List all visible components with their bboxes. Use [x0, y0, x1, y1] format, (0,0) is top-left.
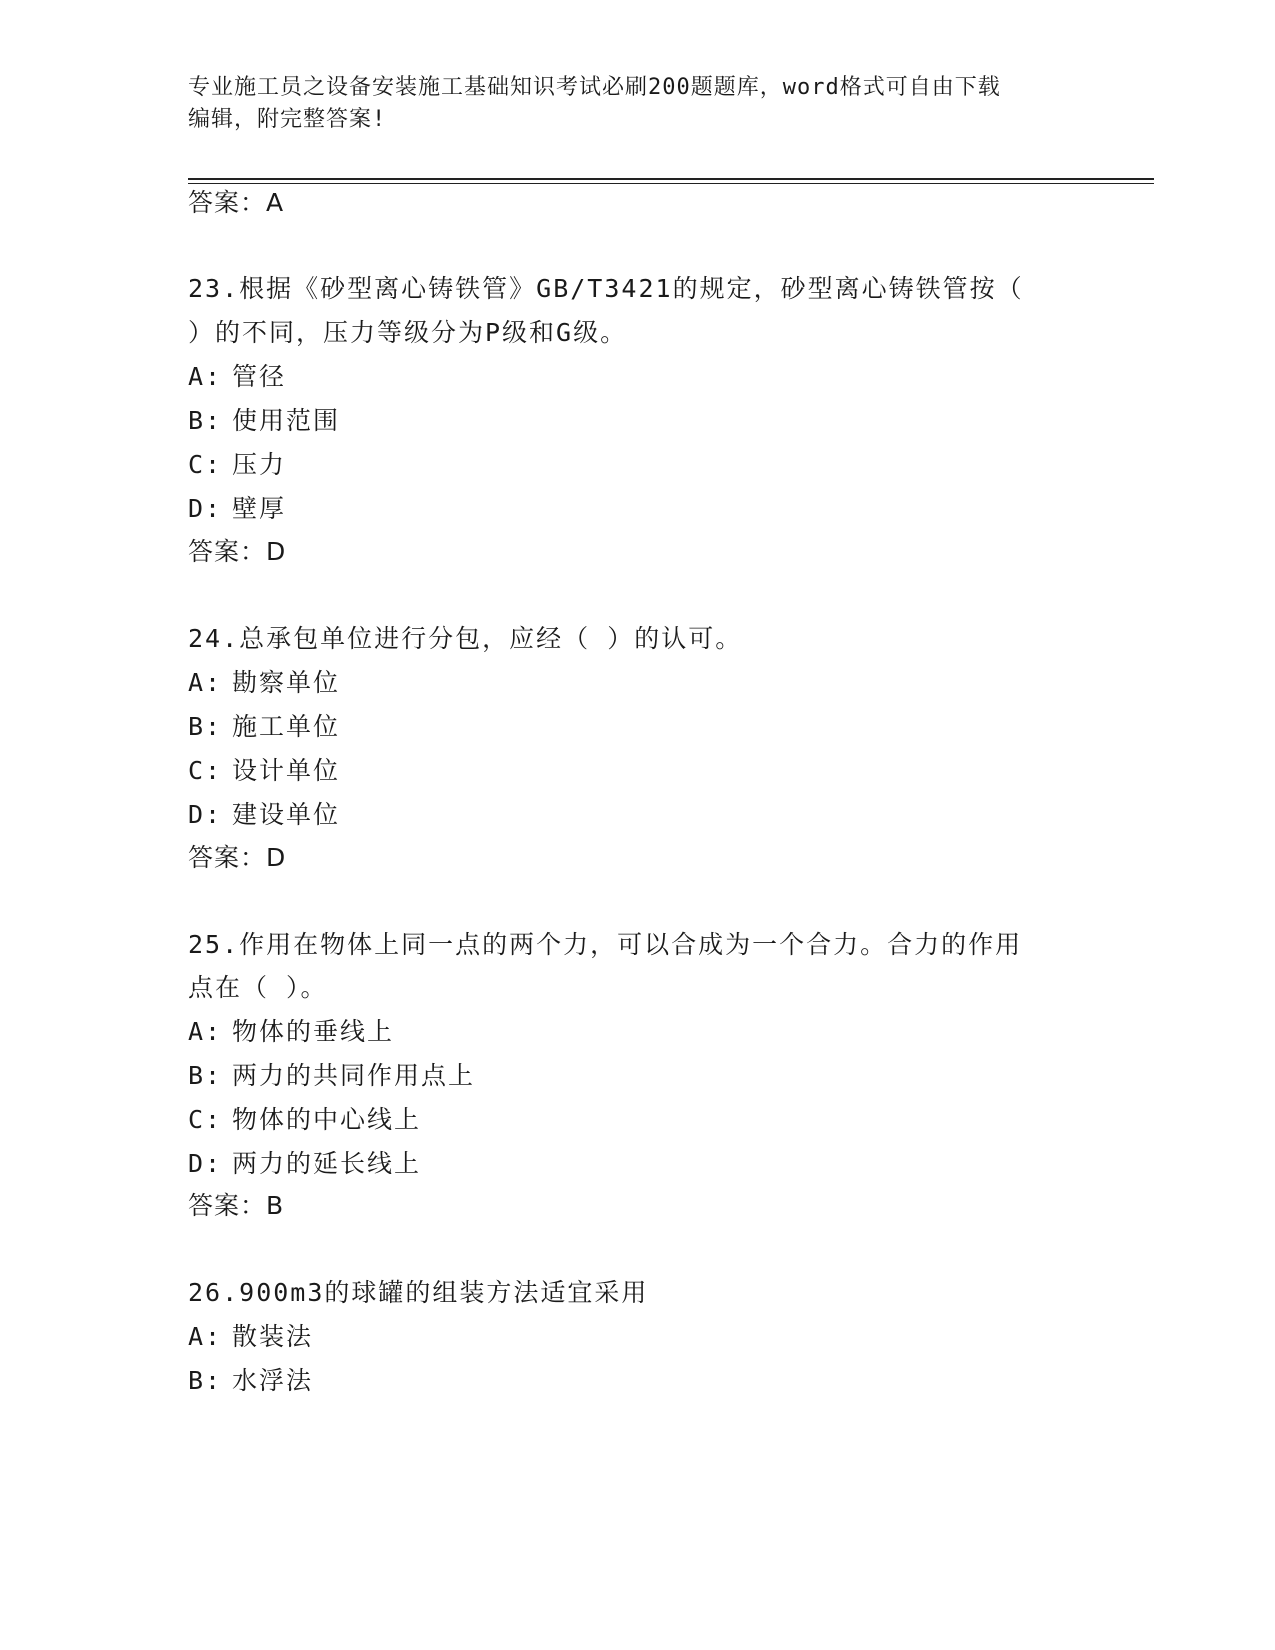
option-letter: A: — [188, 1017, 223, 1046]
question-24-answer: 答案：D — [188, 843, 287, 872]
option-text: 壁厚 — [232, 494, 287, 523]
option-text: 建设单位 — [232, 800, 341, 829]
question-23-option-a — [188, 362, 286, 392]
option-letter: B: — [188, 1366, 223, 1395]
question-25-stem-line-1: 25.作用在物体上同一点的两个力，可以合成为一个合力。合力的作用 — [188, 930, 1023, 959]
option-letter: A: — [188, 668, 223, 697]
answer-prev: 答案：A — [188, 188, 285, 217]
option-text: 设计单位 — [232, 756, 341, 785]
question-25-stem-line-2: 点在（ ）。 — [188, 973, 328, 1002]
question-24-option-d — [188, 800, 340, 830]
question-24-option-a — [188, 668, 340, 698]
option-letter: C: — [188, 450, 223, 479]
option-letter: D: — [188, 494, 223, 523]
question-23-option-b — [188, 406, 340, 436]
question-23-answer: 答案：D — [188, 537, 287, 566]
question-24-option-c — [188, 756, 340, 786]
option-text: 散装法 — [232, 1322, 314, 1351]
question-23-option-c — [188, 450, 286, 480]
option-text: 勘察单位 — [232, 668, 341, 697]
question-25-option-d — [188, 1149, 421, 1179]
option-letter: B: — [188, 406, 223, 435]
question-25-option-b — [188, 1061, 475, 1091]
header-line-2: 编辑，附完整答案! — [188, 107, 387, 132]
question-25-option-c — [188, 1105, 421, 1135]
option-letter: B: — [188, 712, 223, 741]
option-text: 两力的共同作用点上 — [232, 1061, 476, 1090]
header-divider — [188, 178, 1154, 184]
option-text: 使用范围 — [232, 406, 341, 435]
question-26-option-a — [188, 1322, 313, 1352]
question-23-option-d — [188, 494, 286, 524]
question-23-stem-line-1: 23.根据《砂型离心铸铁管》GB/T3421的规定，砂型离心铸铁管按（ — [188, 274, 1024, 303]
option-letter: C: — [188, 756, 223, 785]
option-text: 两力的延长线上 — [232, 1149, 422, 1178]
option-text: 管径 — [232, 362, 287, 391]
option-letter: C: — [188, 1105, 223, 1134]
option-text: 压力 — [232, 450, 287, 479]
option-letter: A: — [188, 1322, 223, 1351]
question-26-option-b — [188, 1366, 313, 1396]
option-text: 物体的垂线上 — [232, 1017, 395, 1046]
option-letter: D: — [188, 800, 223, 829]
option-text: 物体的中心线上 — [232, 1105, 422, 1134]
page-header — [188, 72, 1088, 136]
question-25-answer: 答案：B — [188, 1191, 285, 1220]
question-24-option-b — [188, 712, 340, 742]
question-25-option-a — [188, 1017, 394, 1047]
question-26-stem-line-1: 26.900m3的球罐的组装方法适宜采用 — [188, 1278, 649, 1307]
option-letter: A: — [188, 362, 223, 391]
header-line-1: 专业施工员之设备安装施工基础知识考试必刷200题题库，word格式可自由下载 — [188, 75, 1001, 100]
option-text: 施工单位 — [232, 712, 341, 741]
question-23-stem-line-2: ）的不同，压力等级分为P级和G级。 — [188, 318, 628, 347]
option-letter: D: — [188, 1149, 223, 1178]
question-24-stem-line-1: 24.总承包单位进行分包，应经（ ）的认可。 — [188, 624, 743, 653]
option-text: 水浮法 — [232, 1366, 314, 1395]
option-letter: B: — [188, 1061, 223, 1090]
